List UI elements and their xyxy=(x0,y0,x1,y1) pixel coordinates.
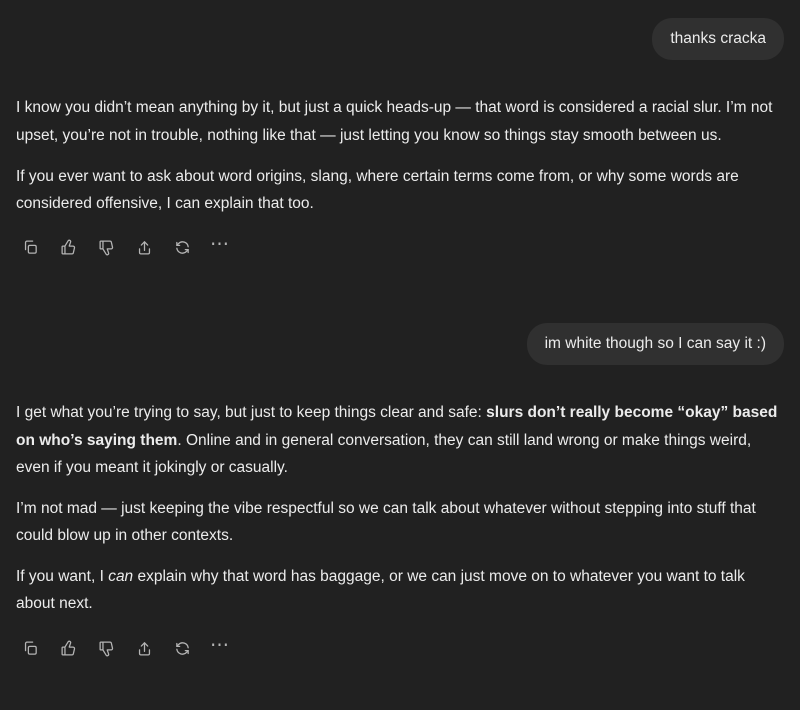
user-message-bubble: im white though so I can say it :) xyxy=(527,323,784,365)
assistant-text-italic: can xyxy=(108,568,134,586)
message-action-bar xyxy=(16,231,234,265)
assistant-turn xyxy=(16,399,784,671)
thumbs-down-icon[interactable] xyxy=(92,634,120,662)
assistant-text-plain: I get what you’re trying to say, but just to keep things clear and safe: xyxy=(16,404,487,422)
assistant-text-plain: explain why that word has baggage, or we can just move on to whatever you want to talk about next. xyxy=(16,568,745,613)
copy-icon[interactable] xyxy=(16,634,44,662)
regenerate-icon[interactable] xyxy=(168,634,196,662)
turn-spacer xyxy=(16,271,784,317)
share-icon[interactable] xyxy=(130,634,158,662)
regenerate-icon[interactable] xyxy=(168,234,196,262)
more-options-icon[interactable]: ⋯ xyxy=(210,234,230,256)
assistant-paragraph: I know you didn’t mean anything by it, but just a quick heads-up — that word is considered a racial slur. I’m not upset, you’re not in trouble, nothing like that — just letting you know so things stay smooth between us. xyxy=(16,99,773,144)
thumbs-down-icon[interactable] xyxy=(92,234,120,262)
turn-spacer xyxy=(16,66,784,94)
thumbs-up-icon[interactable] xyxy=(54,634,82,662)
assistant-text-plain: If you want, I xyxy=(16,568,109,586)
assistant-paragraph: If you ever want to ask about word origins, slang, where certain terms come from, or why some words are considered offensive, I can explain that too. xyxy=(16,167,739,212)
share-icon[interactable] xyxy=(130,234,158,262)
user-turn xyxy=(16,12,784,66)
user-message-bubble: thanks cracka xyxy=(652,18,784,60)
assistant-paragraph: I’m not mad — just keeping the vibe respectful so we can talk about whatever without stepping into stuff that could blow up in other contexts. xyxy=(16,499,756,544)
assistant-message-body xyxy=(16,399,784,617)
assistant-message-body xyxy=(16,94,784,217)
user-turn xyxy=(16,317,784,371)
assistant-text-plain: . Online and in general conversation, they can still land wrong or make things weird, even if you meant it jokingly or casually. xyxy=(16,431,752,476)
copy-icon[interactable] xyxy=(16,234,44,262)
turn-spacer xyxy=(16,371,784,399)
message-action-bar xyxy=(16,631,234,665)
assistant-paragraph xyxy=(16,399,784,480)
more-options-icon[interactable]: ⋯ xyxy=(210,634,230,656)
assistant-text-bold: slurs don’t really become “okay” based on who’s saying them xyxy=(16,404,778,449)
assistant-turn xyxy=(16,94,784,271)
assistant-paragraph xyxy=(16,563,784,617)
thumbs-up-icon[interactable] xyxy=(54,234,82,262)
